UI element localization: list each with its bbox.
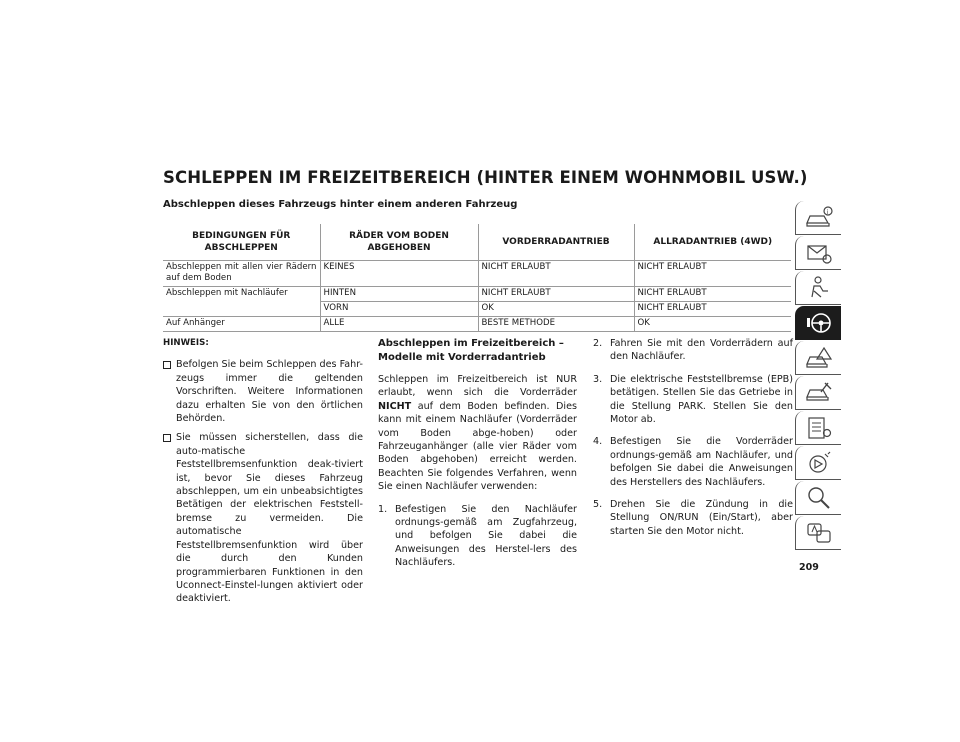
intro-text: auf dem Boden befinden. Dies kann mit einem Nachläufer (Vorderräder vom Boden abge-hoben) oder Fahrzeuganhänger (alle vier Räder vom Boden abgehoben) erreicht werden. Beachten Sie folgendes Verfahren, wenn Sie einen Nachläufer verwenden:	[378, 400, 577, 493]
table-cell: HINTEN	[320, 287, 478, 302]
table-row	[163, 261, 791, 287]
list-item	[163, 358, 363, 425]
table-cell: BESTE METHODE	[478, 317, 634, 332]
table-cell: NICHT ERLAUBT	[634, 287, 791, 302]
table-cell: VORN	[320, 302, 478, 317]
car-info-icon[interactable]	[795, 201, 841, 235]
car-service-icon[interactable]	[795, 376, 841, 410]
step-text: Befestigen Sie die Vorderräder ordnungs-gemäß am Nachläufer, und befolgen Sie dabei die Anweisungen des Herstellers des Nachläufers.	[610, 436, 793, 488]
mail-safety-icon[interactable]	[795, 236, 841, 270]
table-cell: ALLE	[320, 317, 478, 332]
step-number: 1.	[378, 503, 388, 515]
table-cell: NICHT ERLAUBT	[478, 261, 634, 287]
table-cell: KEINES	[320, 261, 478, 287]
list-item	[593, 337, 793, 364]
car-warning-icon[interactable]	[795, 341, 841, 375]
step-number: 3.	[593, 373, 603, 385]
table-cell: Auf Anhänger	[163, 317, 320, 332]
language-icon[interactable]	[795, 516, 841, 550]
bullet-text: Sie müssen sicherstellen, dass die auto-matische Feststellbremsenfunktion deak-tiviert ist, bevor Sie dieses Fahrzeug abschleppen, um ein unbeabsichtigtes Betätigen der elektrischen Feststell-bremse zu vermeiden. Die automatische Feststellbremsenfunktion wird über die durch den Kunden programmierbaren Funktionen in den Uconnect-Einstel-lungen aktiviert oder deaktiviert.	[176, 432, 363, 605]
section-heading: Abschleppen im Freizeitbereich – Modelle mit Vorderradantrieb	[378, 338, 564, 363]
note-label: HINWEIS:	[163, 338, 209, 348]
table-row	[163, 317, 791, 332]
table-row	[163, 287, 791, 302]
column-left	[163, 337, 363, 612]
step-number: 5.	[593, 499, 603, 511]
table-header-row	[163, 224, 791, 261]
table-cell: Abschleppen mit allen vier Rädern auf dem Boden	[163, 261, 320, 287]
table-cell: OK	[634, 317, 791, 332]
magnifier-icon[interactable]	[795, 481, 841, 515]
list-item	[378, 503, 577, 570]
list-item	[593, 498, 793, 538]
step-text: Befestigen Sie den Nachläufer ordnungs-gemäß am Zugfahrzeug, und befolgen Sie dabei die Anweisungen des Herstel-lers des Nachläufers.	[395, 503, 577, 569]
table-row	[163, 302, 791, 317]
section-intro	[378, 373, 577, 494]
list-item	[163, 431, 363, 605]
table-header: VORDERRADANTRIEB	[478, 224, 634, 261]
list-item	[593, 435, 793, 489]
table-cell	[163, 302, 320, 317]
intro-emphasis: NICHT	[378, 400, 412, 412]
intro-text: Schleppen im Freizeitbereich ist NUR erlaubt, wenn sich die Vorderräder	[378, 374, 577, 399]
column-middle	[378, 337, 577, 579]
table-header: BEDINGUNGEN FÜR ABSCHLEPPEN	[192, 231, 291, 253]
table-cell: NICHT ERLAUBT	[478, 287, 634, 302]
list-item	[593, 373, 793, 427]
page-title: SCHLEPPEN IM FREIZEITBEREICH (HINTER EINEM WOHNMOBIL USW.)	[163, 168, 808, 187]
step-text: Die elektrische Feststellbremse (EPB) betätigen. Stellen Sie das Getriebe in die Stellung PARK. Stellen Sie den Motor ab.	[610, 373, 793, 426]
svg-text:i: i	[826, 209, 829, 216]
step-number: 2.	[593, 338, 603, 349]
step-text: Fahren Sie mit den Vorderrädern auf den Nachläufer.	[610, 338, 793, 363]
specifications-icon[interactable]	[795, 411, 841, 445]
towing-table	[163, 224, 791, 332]
bullet-text: Befolgen Sie beim Schleppen des Fahr-zeugs immer die geltenden Vorschriften. Weitere Informationen dazu erhalten Sie von den örtlichen Behörden.	[176, 359, 363, 425]
table-cell: OK	[478, 302, 634, 317]
table-cell: NICHT ERLAUBT	[634, 302, 791, 317]
section-subtitle: Abschleppen dieses Fahrzeugs hinter einem anderen Fahrzeug	[163, 199, 518, 210]
step-text: Drehen Sie die Zündung in die Stellung ON/RUN (Ein/Start), aber starten Sie den Motor nicht.	[610, 499, 793, 537]
page-number: 209	[799, 562, 819, 573]
table-header: ALLRADANTRIEB (4WD)	[634, 224, 791, 261]
table-cell: Abschleppen mit Nachläufer	[163, 287, 320, 302]
step-number: 4.	[593, 436, 603, 448]
column-right	[593, 337, 793, 547]
checkbox-bullet-icon	[163, 361, 171, 369]
table-header: RÄDER VOM BODEN ABGEHOBEN	[320, 224, 478, 261]
table-cell: NICHT ERLAUBT	[634, 261, 791, 287]
checkbox-bullet-icon	[163, 434, 171, 442]
multimedia-icon[interactable]	[795, 446, 841, 480]
steering-wheel-icon[interactable]	[795, 306, 841, 340]
seat-person-icon[interactable]	[795, 271, 841, 305]
